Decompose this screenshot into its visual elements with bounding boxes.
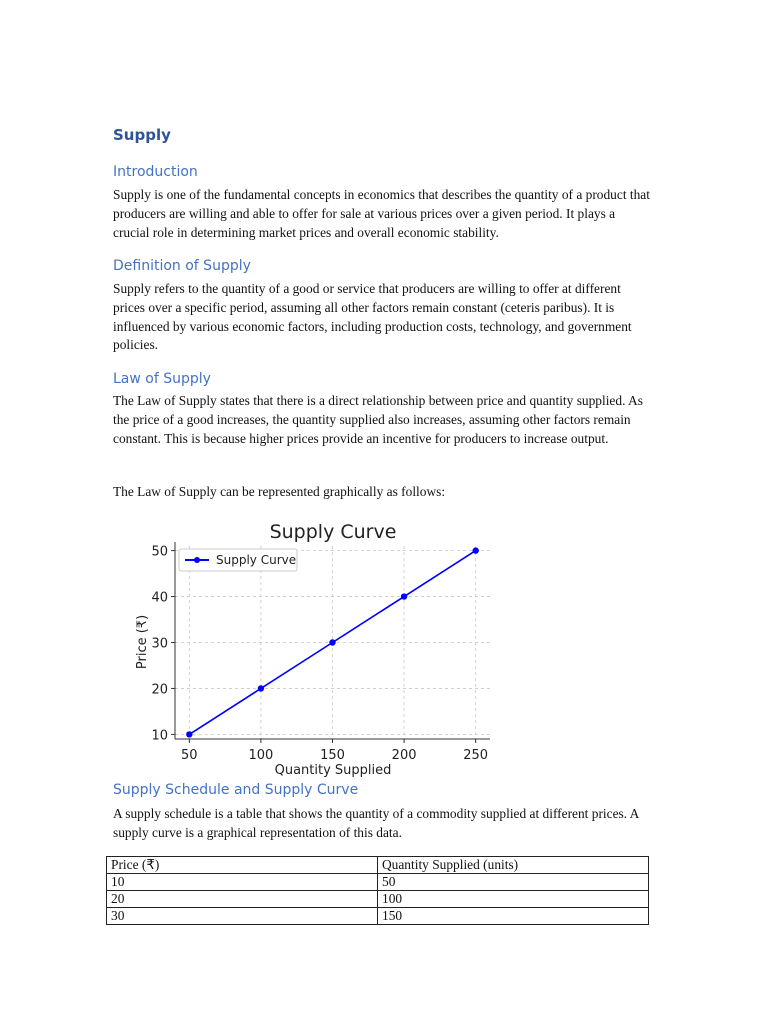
y-tick-label: 30 xyxy=(151,636,168,652)
supply-schedule-table xyxy=(106,856,649,925)
paragraph-introduction: Supply is one of the fundamental concepts in economics that describes the quantity of a product that producers are willing and able to offer for sale at various prices over a given period. It plays a crucial role in determining market prices and overall economic stability. xyxy=(113,187,650,240)
table-cell-price: 10 xyxy=(107,874,378,891)
table-header-row xyxy=(107,857,649,874)
data-point xyxy=(329,639,335,645)
paragraph-supply-schedule: A supply schedule is a table that shows the quantity of a commodity supplied at different prices. A supply curve is a graphical representation of this data. xyxy=(113,806,639,840)
y-tick-label: 40 xyxy=(151,590,168,606)
supply-curve-chart xyxy=(113,512,533,778)
chart-title: Supply Curve xyxy=(269,521,397,543)
table-cell-quantity: 150 xyxy=(378,908,649,925)
data-point xyxy=(401,593,407,599)
chart-axes xyxy=(151,542,490,763)
y-tick-label: 10 xyxy=(151,728,168,744)
heading-definition: Definition of Supply xyxy=(113,258,251,274)
x-tick-label: 50 xyxy=(181,748,198,763)
chart-y-axis-label: Price (₹) xyxy=(135,614,150,670)
table-row xyxy=(107,908,649,925)
x-tick-label: 250 xyxy=(463,748,489,763)
chart-x-axis-label: Quantity Supplied xyxy=(274,763,392,778)
table-row xyxy=(107,874,649,891)
table-cell-quantity: 50 xyxy=(378,874,649,891)
x-tick-label: 150 xyxy=(320,748,345,763)
data-point xyxy=(258,685,264,691)
heading-supply-schedule: Supply Schedule and Supply Curve xyxy=(113,782,359,798)
table-cell-price: 30 xyxy=(107,908,378,925)
paragraph-law-of-supply: The Law of Supply states that there is a direct relationship between price and quantity supplied. As the price of a good increases, the quantity supplied also increases, assuming other factors remain constant. This is because higher prices provide an incentive for producers to increase output. xyxy=(113,393,643,446)
y-tick-label: 50 xyxy=(151,544,168,560)
x-tick-label: 100 xyxy=(248,748,274,763)
chart-svg xyxy=(113,512,533,778)
x-tick-label: 200 xyxy=(391,748,417,763)
heading-introduction: Introduction xyxy=(113,164,198,180)
data-point xyxy=(472,547,478,553)
legend-marker xyxy=(194,557,200,563)
table-cell-quantity: 100 xyxy=(378,891,649,908)
table-row xyxy=(107,891,649,908)
heading-law-of-supply: Law of Supply xyxy=(113,371,211,387)
paragraph-graph-intro: The Law of Supply can be represented graphically as follows: xyxy=(113,484,446,499)
table-cell-price: 20 xyxy=(107,891,378,908)
table-header-price: Price (₹) xyxy=(107,857,378,874)
data-point xyxy=(186,731,192,737)
legend-label: Supply Curve xyxy=(216,553,297,567)
table-header-quantity: Quantity Supplied (units) xyxy=(378,857,649,874)
y-tick-label: 20 xyxy=(151,682,168,698)
paragraph-definition: Supply refers to the quantity of a good or service that producers are willing to offer at different prices over a specific period, assuming all other factors remain constant (ceteris paribus). It is influenced by various economic factors, including production costs, technology, and government policies. xyxy=(113,281,632,353)
page-title: Supply xyxy=(113,126,171,144)
chart-legend xyxy=(179,549,297,571)
